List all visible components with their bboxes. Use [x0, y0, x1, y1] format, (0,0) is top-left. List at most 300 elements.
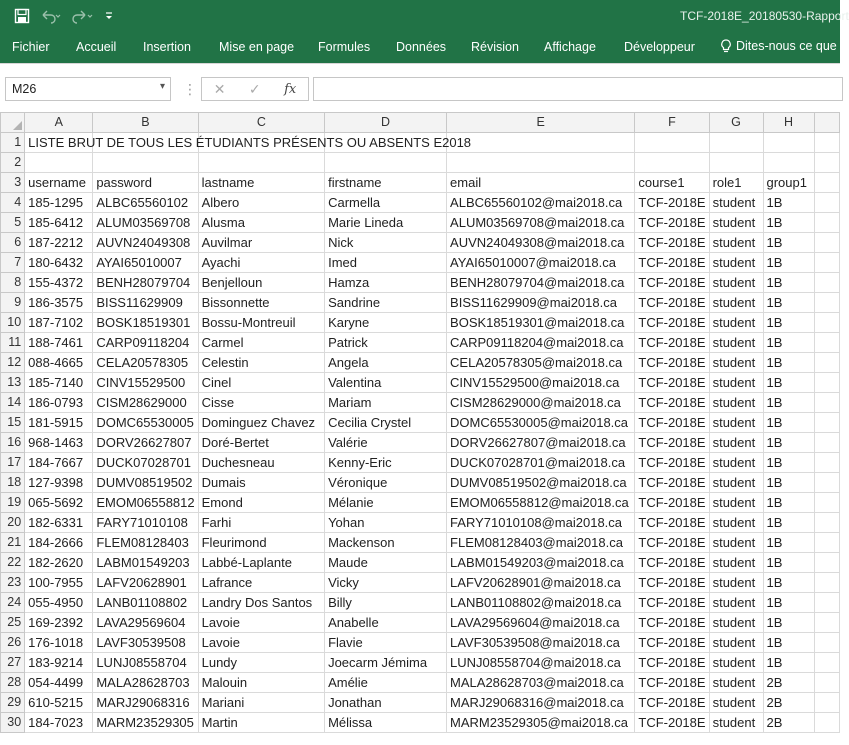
cell[interactable]: TCF-2018E	[635, 513, 709, 533]
cell[interactable]: Marie Lineda	[325, 213, 447, 233]
cell[interactable]: 1B	[763, 613, 814, 633]
cell[interactable]: student	[709, 373, 763, 393]
cell[interactable]: TCF-2018E	[635, 713, 709, 733]
tab-insertion[interactable]: Insertion	[143, 40, 191, 54]
cell[interactable]: 1B	[763, 593, 814, 613]
cell[interactable]: FLEM08128403@mai2018.ca	[447, 533, 635, 553]
row-header[interactable]: 8	[1, 273, 25, 293]
cell[interactable]	[814, 353, 839, 373]
cell[interactable]	[814, 693, 839, 713]
cell[interactable]: Flavie	[325, 633, 447, 653]
cell[interactable]: Mélissa	[325, 713, 447, 733]
cell[interactable]: 1B	[763, 513, 814, 533]
column-header[interactable]: G	[709, 113, 763, 133]
cell[interactable]: EMOM06558812@mai2018.ca	[447, 493, 635, 513]
cell[interactable]: 1B	[763, 573, 814, 593]
row-header[interactable]: 7	[1, 253, 25, 273]
cell[interactable]: 1B	[763, 473, 814, 493]
row-header[interactable]: 20	[1, 513, 25, 533]
cell[interactable]: ALUM03569708@mai2018.ca	[447, 213, 635, 233]
header-cell[interactable]: group1	[763, 173, 814, 193]
cell[interactable]: 610-5215	[25, 693, 93, 713]
cell[interactable]: 180-6432	[25, 253, 93, 273]
cell[interactable]: Albero	[198, 193, 324, 213]
cell[interactable]: BISS11629909	[93, 293, 198, 313]
cell[interactable]: TCF-2018E	[635, 393, 709, 413]
cell[interactable]: CELA20578305@mai2018.ca	[447, 353, 635, 373]
cell[interactable]: TCF-2018E	[635, 213, 709, 233]
cell[interactable]: ALBC65560102	[93, 193, 198, 213]
cell[interactable]: TCF-2018E	[635, 313, 709, 333]
cell[interactable]: 1B	[763, 373, 814, 393]
cell[interactable]: Fleurimond	[198, 533, 324, 553]
cell[interactable]: AYAI65010007	[93, 253, 198, 273]
cell[interactable]	[25, 153, 93, 173]
header-cell[interactable]: password	[93, 173, 198, 193]
cell[interactable]	[814, 453, 839, 473]
cell[interactable]: Labbé-Laplante	[198, 553, 324, 573]
cell[interactable]	[814, 473, 839, 493]
row-header[interactable]: 15	[1, 413, 25, 433]
cell[interactable]: Valérie	[325, 433, 447, 453]
cell[interactable]	[198, 153, 324, 173]
cell[interactable]	[635, 133, 709, 153]
cell[interactable]: 100-7955	[25, 573, 93, 593]
cell[interactable]: 1B	[763, 393, 814, 413]
column-header[interactable]: A	[25, 113, 93, 133]
row-header[interactable]: 25	[1, 613, 25, 633]
cell[interactable]: Billy	[325, 593, 447, 613]
cell[interactable]: student	[709, 513, 763, 533]
tab-donnees[interactable]: Données	[396, 40, 447, 54]
cell[interactable]: TCF-2018E	[635, 453, 709, 473]
cell[interactable]: student	[709, 253, 763, 273]
cell[interactable]: TCF-2018E	[635, 193, 709, 213]
formula-input[interactable]	[313, 77, 843, 101]
cell[interactable]: BENH28079704@mai2018.ca	[447, 273, 635, 293]
cell[interactable]: 065-5692	[25, 493, 93, 513]
cell[interactable]	[814, 713, 839, 733]
cell[interactable]: 1B	[763, 453, 814, 473]
cell[interactable]: 187-2212	[25, 233, 93, 253]
cell[interactable]: DOMC65530005	[93, 413, 198, 433]
cell[interactable]	[814, 513, 839, 533]
cell[interactable]	[814, 253, 839, 273]
cell[interactable]: Valentina	[325, 373, 447, 393]
cell[interactable]: MARM23529305@mai2018.ca	[447, 713, 635, 733]
row-header[interactable]: 23	[1, 573, 25, 593]
row-header[interactable]: 14	[1, 393, 25, 413]
cell[interactable]: Kenny-Eric	[325, 453, 447, 473]
cell[interactable]	[814, 173, 839, 193]
cell[interactable]: 1B	[763, 493, 814, 513]
cell[interactable]: TCF-2018E	[635, 333, 709, 353]
tab-mise-en-page[interactable]: Mise en page	[219, 40, 295, 54]
cell[interactable]	[709, 133, 763, 153]
cell[interactable]	[635, 153, 709, 173]
cell[interactable]: AUVN24049308@mai2018.ca	[447, 233, 635, 253]
cell[interactable]: TCF-2018E	[635, 573, 709, 593]
cell[interactable]: student	[709, 633, 763, 653]
cell[interactable]: student	[709, 273, 763, 293]
cell[interactable]: student	[709, 533, 763, 553]
row-header[interactable]: 6	[1, 233, 25, 253]
cell[interactable]: 182-6331	[25, 513, 93, 533]
cell[interactable]: DUMV08519502@mai2018.ca	[447, 473, 635, 493]
cell[interactable]: BENH28079704	[93, 273, 198, 293]
cell[interactable]: 1B	[763, 653, 814, 673]
cell[interactable]: student	[709, 693, 763, 713]
cell[interactable]	[814, 493, 839, 513]
cell[interactable]	[814, 213, 839, 233]
cell[interactable]: TCF-2018E	[635, 493, 709, 513]
redo-icon[interactable]	[72, 6, 94, 26]
cell[interactable]: TCF-2018E	[635, 273, 709, 293]
cell[interactable]: student	[709, 573, 763, 593]
cell[interactable]: LABM01549203	[93, 553, 198, 573]
cell[interactable]: 1B	[763, 413, 814, 433]
cell[interactable]: AUVN24049308	[93, 233, 198, 253]
confirm-icon[interactable]: ✓	[248, 80, 261, 97]
cell[interactable]: LAFV20628901@mai2018.ca	[447, 573, 635, 593]
cell[interactable]: BOSK18519301	[93, 313, 198, 333]
cell[interactable]: LANB01108802	[93, 593, 198, 613]
cell[interactable]: CINV15529500@mai2018.ca	[447, 373, 635, 393]
cell[interactable]	[814, 433, 839, 453]
cell[interactable]: Lavoie	[198, 613, 324, 633]
cell[interactable]: student	[709, 553, 763, 573]
cell[interactable]: 2B	[763, 693, 814, 713]
cell[interactable]	[814, 413, 839, 433]
cell[interactable]: MALA28628703	[93, 673, 198, 693]
cell[interactable]: LAVA29569604@mai2018.ca	[447, 613, 635, 633]
row-header[interactable]: 22	[1, 553, 25, 573]
cell[interactable]: Lundy	[198, 653, 324, 673]
column-header[interactable]: H	[763, 113, 814, 133]
cell[interactable]	[93, 153, 198, 173]
cell[interactable]: 169-2392	[25, 613, 93, 633]
cell[interactable]: Maude	[325, 553, 447, 573]
cell[interactable]	[814, 313, 839, 333]
header-cell[interactable]: firstname	[325, 173, 447, 193]
row-header[interactable]: 19	[1, 493, 25, 513]
cell[interactable]	[709, 153, 763, 173]
cell[interactable]	[814, 233, 839, 253]
sheet-title-cell[interactable]	[25, 133, 472, 153]
cell[interactable]	[814, 193, 839, 213]
cell[interactable]: student	[709, 393, 763, 413]
name-box[interactable]	[5, 77, 171, 101]
cell[interactable]: CINV15529500	[93, 373, 198, 393]
cell[interactable]: 1B	[763, 253, 814, 273]
cell[interactable]	[447, 133, 635, 153]
cell[interactable]: student	[709, 413, 763, 433]
row-header[interactable]: 18	[1, 473, 25, 493]
cell[interactable]	[447, 153, 635, 173]
chevron-down-icon[interactable]: ▾	[159, 81, 165, 92]
cell[interactable]	[763, 153, 814, 173]
row-header[interactable]: 24	[1, 593, 25, 613]
cell[interactable]: student	[709, 613, 763, 633]
cell[interactable]: 1B	[763, 553, 814, 573]
header-cell[interactable]: course1	[635, 173, 709, 193]
cell[interactable]: Bissonnette	[198, 293, 324, 313]
cell[interactable]: Emond	[198, 493, 324, 513]
row-header[interactable]: 9	[1, 293, 25, 313]
cell[interactable]: Amélie	[325, 673, 447, 693]
row-header[interactable]: 5	[1, 213, 25, 233]
cell[interactable]: 088-4665	[25, 353, 93, 373]
cell[interactable]: 184-7023	[25, 713, 93, 733]
cell[interactable]: 1B	[763, 313, 814, 333]
cell[interactable]	[814, 553, 839, 573]
cell[interactable]: TCF-2018E	[635, 473, 709, 493]
cell[interactable]	[814, 393, 839, 413]
cell[interactable]: Benjelloun	[198, 273, 324, 293]
cell[interactable]: Karyne	[325, 313, 447, 333]
row-header[interactable]: 4	[1, 193, 25, 213]
cell[interactable]: 1B	[763, 433, 814, 453]
cell[interactable]: student	[709, 473, 763, 493]
row-header[interactable]: 27	[1, 653, 25, 673]
cell[interactable]: 1B	[763, 633, 814, 653]
row-header[interactable]: 12	[1, 353, 25, 373]
cell[interactable]: student	[709, 653, 763, 673]
cell[interactable]	[814, 333, 839, 353]
cell[interactable]: 183-9214	[25, 653, 93, 673]
cell[interactable]: student	[709, 593, 763, 613]
cell[interactable]: DUCK07028701@mai2018.ca	[447, 453, 635, 473]
cell[interactable]: LANB01108802@mai2018.ca	[447, 593, 635, 613]
cell[interactable]: Jonathan	[325, 693, 447, 713]
cell[interactable]: student	[709, 333, 763, 353]
undo-icon[interactable]	[40, 6, 62, 26]
cell[interactable]: Mariam	[325, 393, 447, 413]
row-header[interactable]: 11	[1, 333, 25, 353]
cell[interactable]: 181-5915	[25, 413, 93, 433]
cell[interactable]: student	[709, 233, 763, 253]
cell[interactable]: 1B	[763, 293, 814, 313]
cell[interactable]: Cecilia Crystel	[325, 413, 447, 433]
cell[interactable]: MALA28628703@mai2018.ca	[447, 673, 635, 693]
cell[interactable]: DORV26627807	[93, 433, 198, 453]
cell[interactable]: TCF-2018E	[635, 593, 709, 613]
row-header[interactable]: 21	[1, 533, 25, 553]
cell[interactable]: Hamza	[325, 273, 447, 293]
row-header[interactable]: 28	[1, 673, 25, 693]
header-cell[interactable]: role1	[709, 173, 763, 193]
cell[interactable]: TCF-2018E	[635, 253, 709, 273]
cell[interactable]: Landry Dos Santos	[198, 593, 324, 613]
cell[interactable]: Dominguez Chavez	[198, 413, 324, 433]
cell[interactable]: CELA20578305	[93, 353, 198, 373]
column-header[interactable]: D	[325, 113, 447, 133]
cell[interactable]: MARJ29068316@mai2018.ca	[447, 693, 635, 713]
cell[interactable]: 054-4499	[25, 673, 93, 693]
cell[interactable]	[814, 653, 839, 673]
cell[interactable]	[814, 293, 839, 313]
cell[interactable]: TCF-2018E	[635, 633, 709, 653]
cell[interactable]: Cinel	[198, 373, 324, 393]
row-header[interactable]: 26	[1, 633, 25, 653]
row-header[interactable]: 16	[1, 433, 25, 453]
cell[interactable]: TCF-2018E	[635, 233, 709, 253]
cell[interactable]: 968-1463	[25, 433, 93, 453]
row-header[interactable]: 13	[1, 373, 25, 393]
cell[interactable]: Farhi	[198, 513, 324, 533]
cell[interactable]: 2B	[763, 673, 814, 693]
insert-function-icon[interactable]: fx	[284, 81, 297, 97]
row-header[interactable]: 29	[1, 693, 25, 713]
cell[interactable]: 185-6412	[25, 213, 93, 233]
cell[interactable]: 1B	[763, 193, 814, 213]
cell[interactable]: ALUM03569708	[93, 213, 198, 233]
cell[interactable]: 188-7461	[25, 333, 93, 353]
row-header[interactable]: 10	[1, 313, 25, 333]
cell[interactable]: LAVA29569604	[93, 613, 198, 633]
cell[interactable]: CISM28629000	[93, 393, 198, 413]
cell[interactable]: student	[709, 673, 763, 693]
cell[interactable]: TCF-2018E	[635, 293, 709, 313]
cell[interactable]: DORV26627807@mai2018.ca	[447, 433, 635, 453]
cell[interactable]	[763, 133, 814, 153]
tab-fichier[interactable]: Fichier	[12, 40, 50, 54]
cell[interactable]: 1B	[763, 353, 814, 373]
cell[interactable]: TCF-2018E	[635, 673, 709, 693]
cell[interactable]: student	[709, 433, 763, 453]
cell[interactable]: 1B	[763, 333, 814, 353]
cell[interactable]: Celestin	[198, 353, 324, 373]
cell[interactable]: student	[709, 193, 763, 213]
cell[interactable]: BOSK18519301@mai2018.ca	[447, 313, 635, 333]
save-icon[interactable]	[14, 6, 30, 26]
cell[interactable]: FARY71010108	[93, 513, 198, 533]
cell[interactable]: student	[709, 293, 763, 313]
cell[interactable]: LUNJ08558704	[93, 653, 198, 673]
cell[interactable]: DOMC65530005@mai2018.ca	[447, 413, 635, 433]
cell[interactable]: Lafrance	[198, 573, 324, 593]
header-cell[interactable]: username	[25, 173, 93, 193]
cell[interactable]: 1B	[763, 533, 814, 553]
cell[interactable]: 1B	[763, 213, 814, 233]
cell[interactable]: 155-4372	[25, 273, 93, 293]
row-header[interactable]: 17	[1, 453, 25, 473]
cell[interactable]: student	[709, 713, 763, 733]
cell[interactable]: LAFV20628901	[93, 573, 198, 593]
cell[interactable]	[814, 673, 839, 693]
cell[interactable]: 185-1295	[25, 193, 93, 213]
row-header[interactable]: 1	[1, 133, 25, 153]
cell[interactable]: 187-7102	[25, 313, 93, 333]
cell[interactable]: CARP09118204@mai2018.ca	[447, 333, 635, 353]
cell[interactable]: Ayachi	[198, 253, 324, 273]
cell[interactable]: student	[709, 493, 763, 513]
cell[interactable]: BISS11629909@mai2018.ca	[447, 293, 635, 313]
cell[interactable]	[325, 153, 447, 173]
cell[interactable]: Angela	[325, 353, 447, 373]
cell[interactable]	[814, 133, 839, 153]
cell[interactable]: student	[709, 453, 763, 473]
cell[interactable]: Bossu-Montreuil	[198, 313, 324, 333]
column-header[interactable]: E	[447, 113, 635, 133]
cell[interactable]	[814, 373, 839, 393]
cell[interactable]: TCF-2018E	[635, 693, 709, 713]
cell[interactable]: Duchesneau	[198, 453, 324, 473]
cell[interactable]: Mackenson	[325, 533, 447, 553]
cell[interactable]: FARY71010108@mai2018.ca	[447, 513, 635, 533]
cell[interactable]: TCF-2018E	[635, 413, 709, 433]
cell[interactable]: Martin	[198, 713, 324, 733]
column-header-empty[interactable]	[814, 113, 839, 133]
cell[interactable]: LAVF30539508	[93, 633, 198, 653]
cell[interactable]	[814, 613, 839, 633]
cell[interactable]: DUMV08519502	[93, 473, 198, 493]
header-cell[interactable]: email	[447, 173, 635, 193]
cell[interactable]: 1B	[763, 273, 814, 293]
column-header[interactable]: B	[93, 113, 198, 133]
cell[interactable]: 185-7140	[25, 373, 93, 393]
cell[interactable]: CARP09118204	[93, 333, 198, 353]
cell[interactable]: student	[709, 353, 763, 373]
cell[interactable]: Sandrine	[325, 293, 447, 313]
cell[interactable]: student	[709, 213, 763, 233]
cell[interactable]: Patrick	[325, 333, 447, 353]
cell[interactable]: Dumais	[198, 473, 324, 493]
cell[interactable]	[814, 633, 839, 653]
cell[interactable]: Cisse	[198, 393, 324, 413]
cell[interactable]: TCF-2018E	[635, 553, 709, 573]
cell[interactable]	[814, 273, 839, 293]
splitter-handle-icon[interactable]: ⋮	[183, 81, 197, 97]
cell[interactable]: Doré-Bertet	[198, 433, 324, 453]
cell[interactable]: LUNJ08558704@mai2018.ca	[447, 653, 635, 673]
cell[interactable]: TCF-2018E	[635, 433, 709, 453]
cancel-icon[interactable]: ✕	[213, 80, 226, 97]
column-header[interactable]: F	[635, 113, 709, 133]
cell[interactable]: LAVF30539508@mai2018.ca	[447, 633, 635, 653]
cell[interactable]: TCF-2018E	[635, 613, 709, 633]
cell[interactable]: student	[709, 313, 763, 333]
cell[interactable]	[814, 593, 839, 613]
cell[interactable]: TCF-2018E	[635, 353, 709, 373]
cell[interactable]: 1B	[763, 233, 814, 253]
tab-revision[interactable]: Révision	[471, 40, 519, 54]
cell[interactable]: 2B	[763, 713, 814, 733]
cell[interactable]: TCF-2018E	[635, 533, 709, 553]
cell[interactable]: MARM23529305	[93, 713, 198, 733]
cell[interactable]: Carmella	[325, 193, 447, 213]
cell[interactable]: TCF-2018E	[635, 653, 709, 673]
tell-me-search[interactable]	[720, 39, 846, 53]
cell[interactable]: AYAI65010007@mai2018.ca	[447, 253, 635, 273]
cell[interactable]: CISM28629000@mai2018.ca	[447, 393, 635, 413]
cell[interactable]: Mariani	[198, 693, 324, 713]
cell[interactable]: MARJ29068316	[93, 693, 198, 713]
cell[interactable]: Malouin	[198, 673, 324, 693]
cell[interactable]: 176-1018	[25, 633, 93, 653]
cell[interactable]: Auvilmar	[198, 233, 324, 253]
cell[interactable]: FLEM08128403	[93, 533, 198, 553]
cell[interactable]: Nick	[325, 233, 447, 253]
cell[interactable]: Yohan	[325, 513, 447, 533]
cell[interactable]: Alusma	[198, 213, 324, 233]
row-header[interactable]: 30	[1, 713, 25, 733]
tab-affichage[interactable]: Affichage	[544, 40, 596, 54]
column-header[interactable]: C	[198, 113, 324, 133]
cell[interactable]: Mélanie	[325, 493, 447, 513]
select-all-corner[interactable]	[1, 113, 25, 133]
cell[interactable]: Carmel	[198, 333, 324, 353]
